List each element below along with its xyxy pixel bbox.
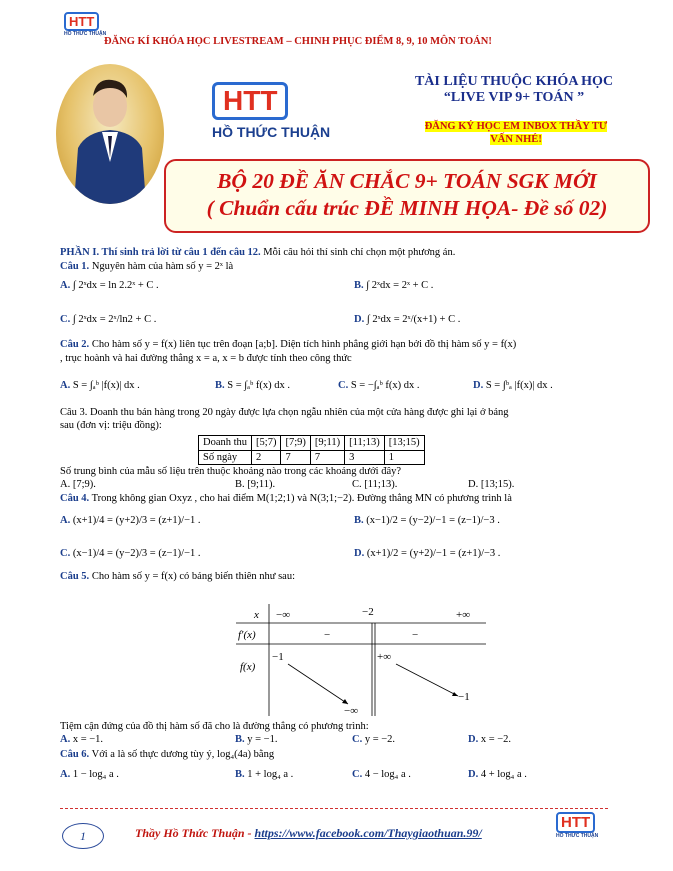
q2-text: Cho hàm số y = f(x) liên tục trên đoạn [a;b]. Diện tích hình phẳng giới hạn bởi đồ thị hàm số y = f(x) [89, 339, 517, 350]
footer-divider [60, 808, 608, 809]
table-cell: [13;15) [384, 436, 424, 451]
q1-text: Nguyên hàm của hàm số y = 2ˣ là [89, 261, 234, 272]
q5-text: Cho hàm số y = f(x) có bảng biến thiên như sau: [89, 571, 296, 582]
q4-label: Câu 4. [60, 493, 90, 504]
q4-text: Trong không gian Oxyz , cho hai điểm M(1;2;1) và N(3;1;−2). Đường thẳng MN có phương trình là [89, 493, 512, 504]
table-cell: Doanh thu [199, 436, 252, 451]
q3-table-head [199, 436, 425, 451]
q5-option-b: B. y = −1. [235, 734, 278, 745]
brand-logo [212, 82, 330, 140]
bbt-f-right-end: −1 [458, 691, 470, 703]
q5-option-c: C. y = −2. [352, 734, 396, 745]
bbt-sign-right: − [412, 629, 419, 641]
table-cell: [7;9) [281, 436, 310, 451]
course-line-2: “LIVE VIP 9+ TOÁN ” [443, 90, 585, 105]
footer-credit [135, 826, 482, 841]
part1-heading [60, 246, 620, 260]
q4-option-d: D. (x+1)/2 = (y+2)/−1 = (z+1)/−3 . [354, 548, 501, 559]
bbt-f-right-start: +∞ [377, 651, 392, 663]
question-2 [60, 338, 620, 352]
course-info [376, 74, 652, 106]
bbt-fp-label: f′(x) [238, 629, 256, 641]
bbt-f-label: f(x) [240, 661, 256, 673]
bbt-sign-left: − [324, 629, 331, 641]
q3-label: Câu 3. [60, 407, 88, 418]
title-line-2: ( Chuẩn cấu trúc ĐỀ MINH HỌA- Đề số 02) [206, 196, 608, 220]
q3-option-c: C. [11;13). [352, 479, 398, 490]
title-line-1: BỘ 20 ĐỀ ĂN CHẮC 9+ TOÁN SGK MỚI [217, 169, 597, 193]
q1-option-a: A. ∫ 2ˣdx = ln 2.2ˣ + C . [60, 280, 159, 291]
q6-option-b: B. 1 + log₄ a . [235, 769, 294, 780]
q3-table-row [199, 450, 425, 465]
q5-label: Câu 5. [60, 571, 90, 582]
inbox-line-1: ĐĂNG KÝ HỌC EM INBOX THẦY TƯ [424, 121, 608, 132]
q6-option-a: A. 1 − log₄ a . [60, 769, 119, 780]
footer-logo-sub: HỒ THỨC THUẬN [556, 833, 599, 839]
footer-author: Thầy Hồ Thức Thuận - [135, 826, 255, 840]
table-cell: [5;7) [252, 436, 281, 451]
q4-option-b: B. (x−1)/2 = (y−2)/−1 = (z−1)/−3 . [354, 515, 500, 526]
table-cell: 3 [345, 450, 385, 465]
course-line-1: TÀI LIỆU THUỘC KHÓA HỌC [414, 74, 614, 89]
q1-option-d: D. ∫ 2ˣdx = 2ˣ/(x+1) + C . [354, 314, 461, 325]
q4-option-c: C. (x−1)/4 = (y−2)/3 = (z−1)/−1 . [60, 548, 201, 559]
q6-text: Với a là số thực dương tùy ý, log₄(4a) bằng [89, 749, 275, 760]
q3-option-a: A. [7;9). [60, 479, 96, 490]
bbt-plus-infinity: +∞ [456, 609, 471, 621]
question-4 [60, 492, 620, 506]
question-5 [60, 570, 620, 584]
page-number: 1 [62, 823, 104, 849]
q3-table [198, 435, 425, 465]
q2-option-d: D. S = ∫ᵇₐ |f(x)| dx . [473, 380, 553, 391]
q2-label: Câu 2. [60, 339, 90, 350]
bbt-f-left-start: −1 [272, 651, 284, 663]
q5-option-a: A. x = −1. [60, 734, 104, 745]
top-logo-mark: HTT [64, 12, 99, 31]
table-cell: [9;11) [310, 436, 344, 451]
footer-logo [556, 812, 598, 839]
table-cell: 2 [252, 450, 281, 465]
top-logo [64, 12, 106, 37]
q1-label: Câu 1. [60, 261, 90, 272]
table-cell: Số ngày [199, 450, 252, 465]
q2-text-2: , trục hoành và hai đường thẳng x = a, x = b được tính theo công thức [60, 353, 352, 364]
table-cell: 7 [281, 450, 310, 465]
q4-option-a: A. (x+1)/4 = (y+2)/3 = (z+1)/−1 . [60, 515, 201, 526]
inbox-note [378, 120, 654, 146]
bbt-critical-point: −2 [362, 606, 374, 618]
q6-option-c: C. 4 − log₄ a . [352, 769, 411, 780]
variation-table [236, 604, 496, 718]
q1-option-c: C. ∫ 2ˣdx = 2ˣ/ln2 + C . [60, 314, 157, 325]
brand-logo-mark: HTT [212, 82, 288, 120]
footer-logo-mark: HTT [556, 812, 595, 833]
teacher-photo [56, 64, 164, 204]
q3-option-b: B. [9;11). [235, 479, 276, 490]
q5-question: Tiệm cận đứng của đồ thị hàm số đã cho là đường thẳng có phương trình: [60, 721, 369, 732]
brand-logo-name: HỒ THỨC THUẬN [212, 124, 331, 140]
title-box [164, 159, 650, 233]
table-cell: 7 [310, 450, 344, 465]
bbt-minus-infinity: −∞ [276, 609, 291, 621]
q6-option-d: D. 4 + log₄ a . [468, 769, 527, 780]
q2-option-a: A. S = ∫ₐᵇ |f(x)| dx . [60, 380, 140, 391]
question-3 [60, 406, 620, 420]
part1-instruction: Mỗi câu hỏi thí sinh chỉ chọn một phương án. [260, 247, 456, 258]
inbox-line-2: VẤN NHÉ! [490, 134, 542, 145]
part1-title: PHẦN I. Thí sinh trả lời từ câu 1 đến câu 12. [60, 247, 261, 258]
table-cell: 1 [384, 450, 424, 465]
question-1 [60, 260, 620, 274]
q2-option-b: B. S = ∫ₐᵇ f(x) dx . [215, 380, 291, 391]
top-logo-sub: HỒ THỨC THUẬN [64, 31, 107, 37]
q3-text: Doanh thu bán hàng trong 20 ngày được lựa chọn ngẫu nhiên của một cửa hàng được ghi lại ở bảng [87, 407, 509, 418]
top-banner-text: ĐĂNG KÍ KHÓA HỌC LIVESTREAM – CHINH PHỤC ĐIỂM 8, 9, 10 MÔN TOÁN! [104, 36, 492, 47]
q3-question: Số trung bình của mẫu số liệu trên thuộc khoảng nào trong các khoảng dưới đây? [60, 466, 402, 477]
question-6 [60, 748, 620, 762]
q6-label: Câu 6. [60, 749, 90, 760]
q1-option-b: B. ∫ 2ˣdx = 2ˣ + C . [354, 280, 434, 291]
bbt-f-left-end: −∞ [344, 705, 359, 717]
q3-option-d: D. [13;15). [468, 479, 515, 490]
bbt-x-label: x [254, 609, 259, 621]
q5-option-d: D. x = −2. [468, 734, 512, 745]
footer-link[interactable]: https://www.facebook.com/Thaygiaothuan.99/ [254, 826, 482, 840]
q3-text-2: sau (đơn vị: triệu đồng): [60, 420, 162, 431]
q2-option-c: C. S = −∫ₐᵇ f(x) dx . [338, 380, 420, 391]
table-cell: [11;13) [345, 436, 385, 451]
